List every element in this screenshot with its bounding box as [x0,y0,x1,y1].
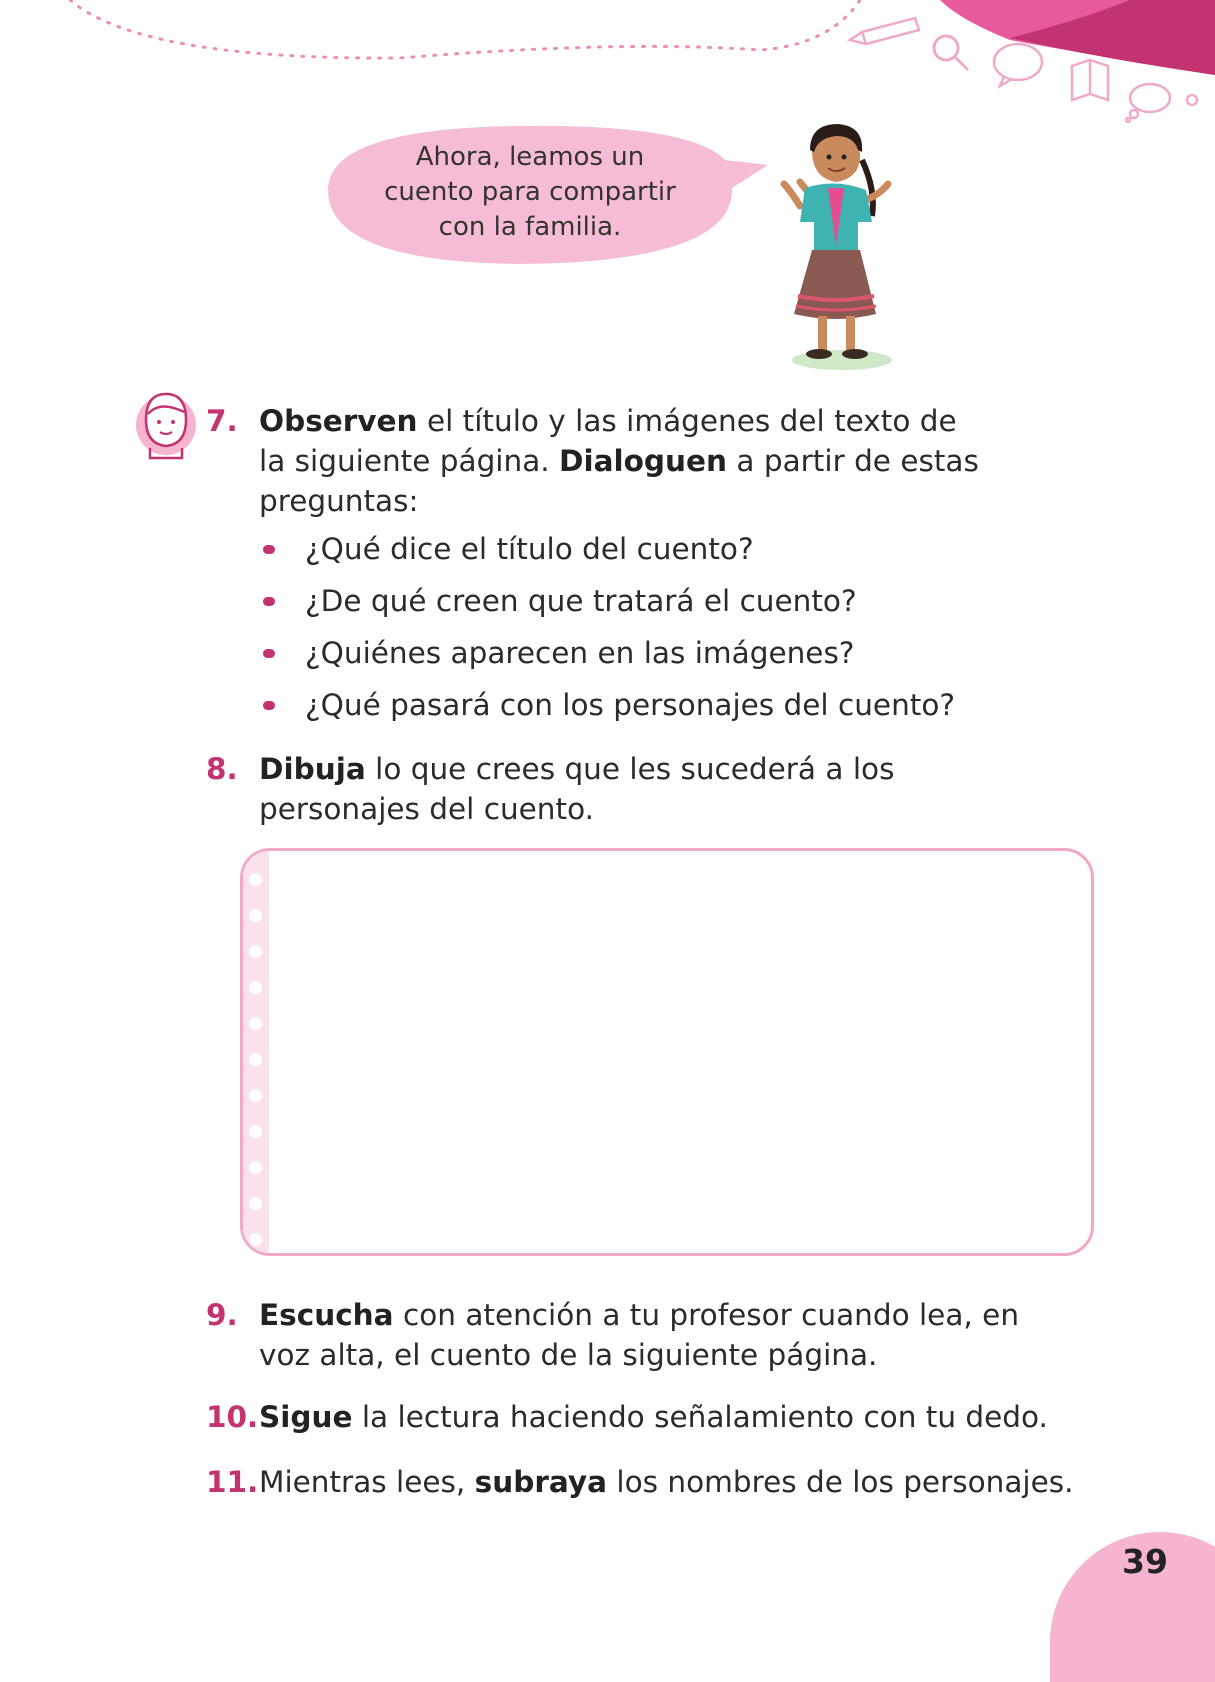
question-number: 7. [206,404,238,438]
list-item-text: ¿Qué pasará con los personajes del cuento? [305,688,956,722]
question-text-line: a partir de estas [727,444,979,478]
question-text-line: con atención a tu profesor cuando lea, en [393,1298,1020,1332]
notebook-hole [249,945,262,958]
question-verb: Observen [259,404,418,438]
question-verb: Dialoguen [559,444,728,478]
question-number: 11. [206,1465,259,1499]
question-text [259,749,1159,829]
question-text-line: la lectura haciendo señalamiento con tu dedo. [352,1400,1048,1434]
notebook-hole [249,1233,262,1246]
bullet-icon [263,701,275,710]
notebook-hole [249,1017,262,1030]
notebook-hole [249,1053,262,1066]
list-item-text: ¿Qué dice el título del cuento? [305,532,754,566]
notebook-hole [249,873,262,886]
question-text-line: Mientras lees, [259,1465,475,1499]
question-verb: Sigue [259,1400,353,1434]
notebook-hole [249,1089,262,1102]
question-text [259,1462,1159,1502]
list-item-text: ¿De qué creen que tratará el cuento? [305,584,857,618]
bullet-icon [263,597,275,606]
bubble-line: Ahora, leamos un [415,142,645,172]
question-text [259,401,1159,521]
notebook-hole [249,1161,262,1174]
bubble-line: con la familia. [438,212,622,242]
bubble-line: cuento para compartir [384,177,676,207]
question-text-line: personajes del cuento. [259,792,594,826]
notebook-hole [249,1125,262,1138]
page-number: 39 [1122,1542,1168,1581]
drawing-area[interactable] [240,848,1094,1256]
question-number: 10. [206,1400,259,1434]
question-text [259,1397,1159,1437]
question-number: 9. [206,1298,238,1332]
question-text-line: voz alta, el cuento de la siguiente página. [259,1338,878,1372]
notebook-hole [249,981,262,994]
question-text-line: preguntas: [259,484,419,518]
question-verb: Escucha [259,1298,394,1332]
question-text-line: los nombres de los personajes. [607,1465,1074,1499]
student-face-icon [0,0,220,470]
notebook-strip [243,851,269,1253]
question-text-line: el título y las imágenes del texto de [417,404,957,438]
notebook-hole [249,909,262,922]
question-text [259,1295,1159,1375]
bullet-icon [263,649,275,658]
question-verb: subraya [474,1465,608,1499]
question-text-line: la siguiente página. [259,444,560,478]
question-number: 8. [206,752,238,786]
list-item-text: ¿Quiénes aparecen en las imágenes? [305,636,855,670]
bullet-icon [263,545,275,554]
question-text-line: lo que crees que les sucederá a los [365,752,895,786]
question-verb: Dibuja [259,752,366,786]
notebook-hole [249,1197,262,1210]
